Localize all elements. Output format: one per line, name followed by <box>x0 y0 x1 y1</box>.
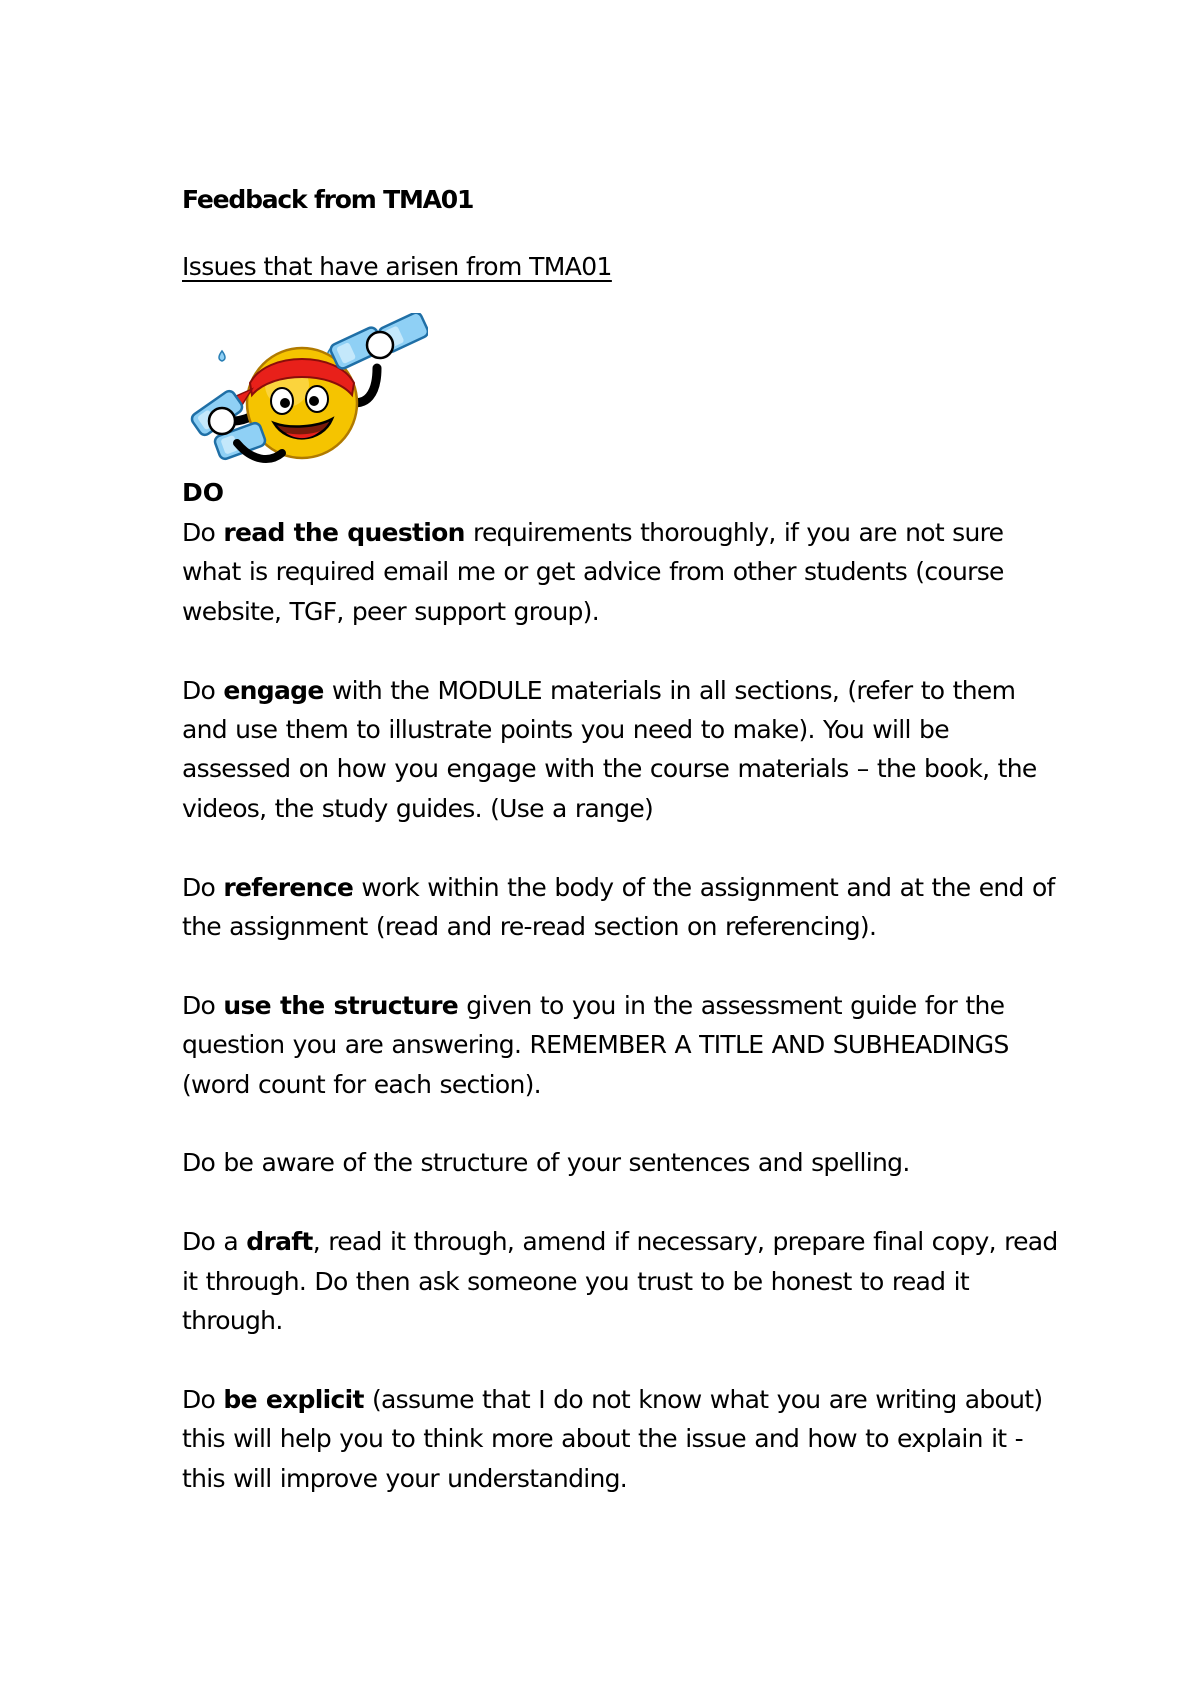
advice-paragraph <box>182 986 1062 1104</box>
advice-paragraph <box>182 1143 1062 1182</box>
advice-text: Do <box>182 990 224 1020</box>
advice-keyword: reference <box>223 872 354 902</box>
advice-keyword: engage <box>223 675 324 705</box>
advice-text: given to you in the assessment guide for the question you are answering. REMEMBER A TITLE AND SUBHEADINGS (word count for each section). <box>182 990 1009 1099</box>
document-title: Feedback from TMA01 <box>182 185 474 214</box>
advice-text: Do a <box>182 1227 247 1257</box>
advice-keyword: draft <box>246 1227 313 1257</box>
advice-paragraph <box>182 513 1062 631</box>
document-body <box>182 180 1062 1493</box>
advice-text: Do <box>182 1384 224 1414</box>
advice-keyword: read the question <box>223 518 465 547</box>
advice-text: (assume that I do not know what you are writing about) this will help you to think more about the issue and how to explain it - this will improve your understanding. <box>182 1384 1043 1493</box>
advice-paragraph <box>182 868 1062 947</box>
advice-keyword: be explicit <box>223 1384 364 1414</box>
advice-text: Do be aware of the structure of your sentences and spelling. <box>182 1148 910 1178</box>
advice-list <box>182 513 1062 1537</box>
advice-paragraph <box>182 1380 1062 1498</box>
advice-text: Do <box>182 518 224 547</box>
advice-paragraph <box>182 1222 1062 1340</box>
smiley-lifting-dumbbells-icon <box>182 313 428 473</box>
do-heading: DO <box>182 478 225 507</box>
advice-keyword: use the structure <box>223 990 459 1020</box>
advice-text: work within the body of the assignment and at the end of the assignment (read and re-read section on referencing). <box>182 872 1055 942</box>
advice-text: with the MODULE materials in all sections, (refer to them and use them to illustrate points you need to make). You will be assessed on how you engage with the course materials – the book, the videos, the study guides. (Use a range) <box>182 675 1037 823</box>
advice-text: Do <box>182 872 224 902</box>
advice-text: requirements thoroughly, if you are not sure what is required email me or get advice from other students (course website, TGF, peer support group). <box>182 518 1004 626</box>
document-subtitle: Issues that have arisen from TMA01 <box>182 252 612 281</box>
advice-text: , read it through, amend if necessary, prepare final copy, read it through. Do then ask someone you trust to be honest to read it through. <box>182 1227 1058 1336</box>
advice-paragraph <box>182 671 1062 829</box>
advice-text: Do <box>182 675 224 705</box>
